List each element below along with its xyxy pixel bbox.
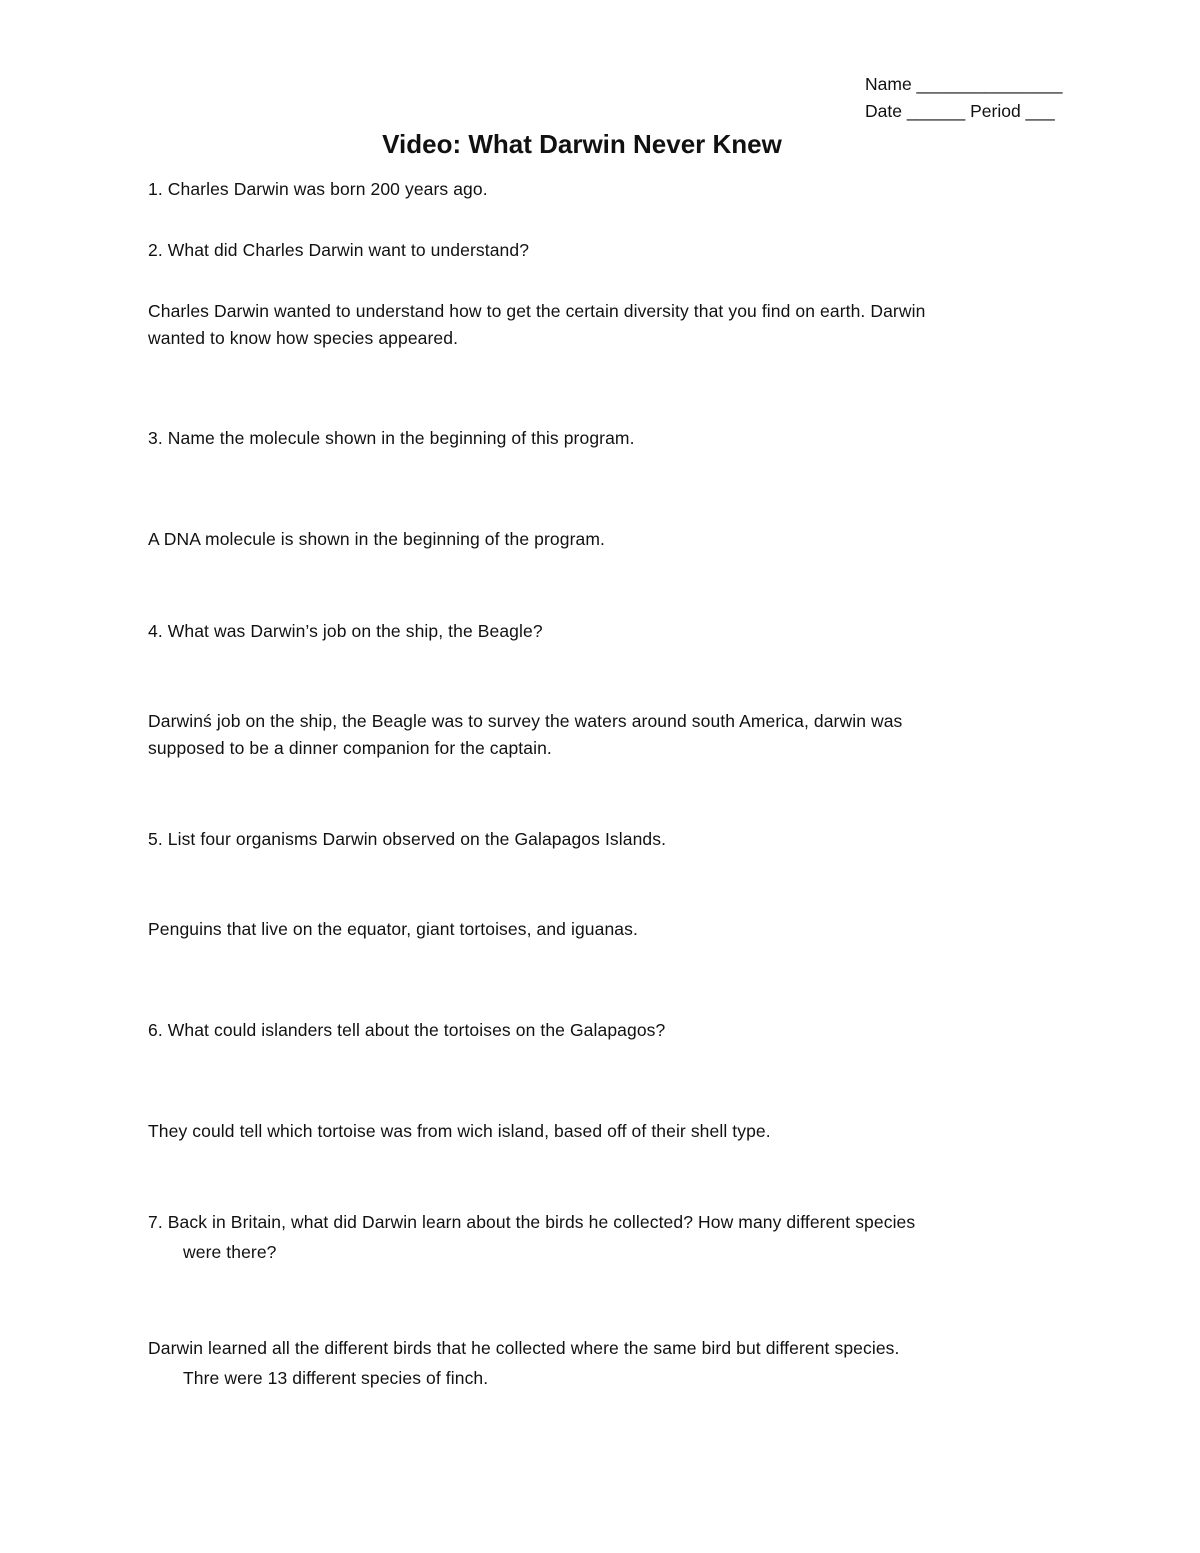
answer-6: They could tell which tortoise was from wich island, based off of their shell type.: [148, 1121, 771, 1141]
answer-2-line-2: wanted to know how species appeared.: [148, 328, 459, 348]
answer-7-line-1: Darwin learned all the different birds that he collected where the same bird but different species.: [148, 1338, 900, 1358]
question-7-line-1: 7. Back in Britain, what did Darwin learn about the birds he collected? How many different species: [148, 1212, 916, 1232]
question-7-line-2: were there?: [183, 1242, 277, 1262]
answer-7-line-2: Thre were 13 different species of finch.: [183, 1368, 489, 1388]
question-2: 2. What did Charles Darwin want to understand?: [148, 240, 530, 260]
answer-4-line-2: supposed to be a dinner companion for the captain.: [148, 738, 552, 758]
answer-5: Penguins that live on the equator, giant tortoises, and iguanas.: [148, 919, 638, 939]
question-1: 1. Charles Darwin was born 200 years ago.: [148, 179, 488, 199]
question-3: 3. Name the molecule shown in the beginning of this program.: [148, 428, 635, 448]
question-6: 6. What could islanders tell about the tortoises on the Galapagos?: [148, 1020, 666, 1040]
date-period-field-line: Date ______ Period ___: [865, 101, 1055, 121]
question-4: 4. What was Darwin’s job on the ship, the Beagle?: [148, 621, 543, 641]
name-field-line: Name _______________: [865, 74, 1063, 94]
question-5: 5. List four organisms Darwin observed on the Galapagos Islands.: [148, 829, 667, 849]
page-title: Video: What Darwin Never Knew: [382, 129, 782, 159]
answer-4-line-1: Darwinś job on the ship, the Beagle was to survey the waters around south America, darwin was: [148, 711, 903, 731]
answer-3: A DNA molecule is shown in the beginning of the program.: [148, 529, 605, 549]
answer-2-line-1: Charles Darwin wanted to understand how to get the certain diversity that you find on earth. Darwin: [148, 301, 926, 321]
